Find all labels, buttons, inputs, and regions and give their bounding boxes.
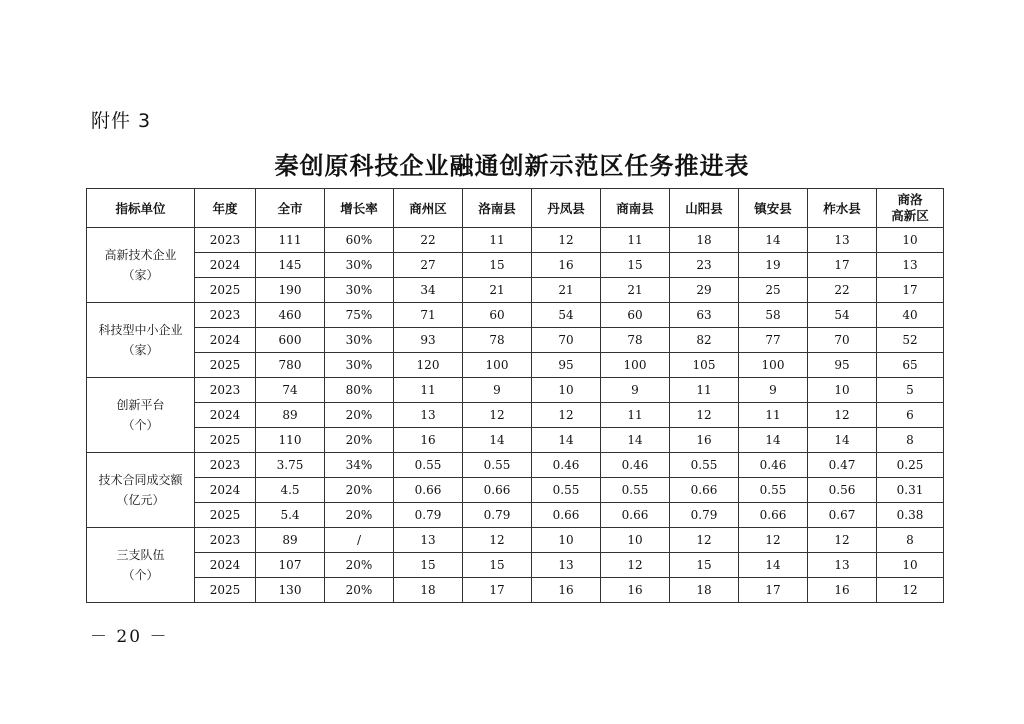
cell-zhashui: 16 — [808, 578, 877, 603]
cell-shangzhou: 13 — [394, 528, 463, 553]
cell-shangnan: 12 — [601, 553, 670, 578]
table-row — [87, 228, 944, 253]
header-danfeng: 丹凤县 — [532, 189, 601, 228]
cell-hightech-zone: 5 — [877, 378, 944, 403]
cell-year: 2023 — [195, 378, 256, 403]
cell-danfeng: 14 — [532, 428, 601, 453]
cell-growth-rate: 30% — [325, 353, 394, 378]
cell-city-total: 3.75 — [256, 453, 325, 478]
cell-shangnan: 100 — [601, 353, 670, 378]
indicator-label — [87, 453, 195, 528]
header-year: 年度 — [195, 189, 256, 228]
cell-shangzhou: 18 — [394, 578, 463, 603]
cell-shangzhou: 0.55 — [394, 453, 463, 478]
cell-danfeng: 12 — [532, 403, 601, 428]
cell-danfeng: 10 — [532, 378, 601, 403]
cell-danfeng: 10 — [532, 528, 601, 553]
cell-zhashui: 17 — [808, 253, 877, 278]
cell-city-total: 460 — [256, 303, 325, 328]
cell-luonan: 100 — [463, 353, 532, 378]
indicator-label-line: （家） — [122, 343, 159, 357]
cell-hightech-zone: 0.38 — [877, 503, 944, 528]
table-row — [87, 328, 944, 353]
cell-luonan: 15 — [463, 253, 532, 278]
cell-city-total: 5.4 — [256, 503, 325, 528]
header-indicator: 指标单位 — [87, 189, 195, 228]
cell-shanyang: 11 — [670, 378, 739, 403]
cell-growth-rate: 75% — [325, 303, 394, 328]
cell-year: 2023 — [195, 528, 256, 553]
cell-luonan: 11 — [463, 228, 532, 253]
cell-danfeng: 95 — [532, 353, 601, 378]
cell-zhashui: 70 — [808, 328, 877, 353]
cell-danfeng: 54 — [532, 303, 601, 328]
cell-growth-rate: 30% — [325, 278, 394, 303]
cell-zhenan: 12 — [739, 528, 808, 553]
cell-danfeng: 13 — [532, 553, 601, 578]
cell-city-total: 111 — [256, 228, 325, 253]
cell-shangzhou: 0.79 — [394, 503, 463, 528]
cell-zhenan: 9 — [739, 378, 808, 403]
cell-shangzhou: 15 — [394, 553, 463, 578]
cell-danfeng: 70 — [532, 328, 601, 353]
cell-year: 2025 — [195, 353, 256, 378]
cell-danfeng: 0.66 — [532, 503, 601, 528]
cell-danfeng: 12 — [532, 228, 601, 253]
cell-zhenan: 11 — [739, 403, 808, 428]
cell-city-total: 89 — [256, 528, 325, 553]
cell-luonan: 0.55 — [463, 453, 532, 478]
cell-luonan: 15 — [463, 553, 532, 578]
cell-shangzhou: 34 — [394, 278, 463, 303]
header-hightech-zone-line1: 商洛 — [897, 192, 923, 207]
cell-year: 2024 — [195, 553, 256, 578]
cell-hightech-zone: 40 — [877, 303, 944, 328]
cell-shanyang: 0.79 — [670, 503, 739, 528]
cell-shangnan: 10 — [601, 528, 670, 553]
indicator-label — [87, 303, 195, 378]
cell-year: 2023 — [195, 453, 256, 478]
cell-shangzhou: 120 — [394, 353, 463, 378]
cell-shangzhou: 11 — [394, 378, 463, 403]
header-shangzhou: 商州区 — [394, 189, 463, 228]
cell-luonan: 78 — [463, 328, 532, 353]
indicator-label-line: 技术合同成交额 — [98, 473, 183, 487]
cell-shangzhou: 93 — [394, 328, 463, 353]
cell-luonan: 14 — [463, 428, 532, 453]
cell-shanyang: 0.66 — [670, 478, 739, 503]
cell-zhashui: 14 — [808, 428, 877, 453]
cell-year: 2023 — [195, 303, 256, 328]
cell-year: 2025 — [195, 503, 256, 528]
cell-year: 2024 — [195, 403, 256, 428]
page-number: － 20 － — [90, 627, 169, 647]
table-row — [87, 253, 944, 278]
cell-zhenan: 77 — [739, 328, 808, 353]
cell-shangzhou: 13 — [394, 403, 463, 428]
indicator-label-line: 科技型中小企业 — [98, 323, 183, 337]
cell-shangnan: 14 — [601, 428, 670, 453]
cell-zhashui: 13 — [808, 553, 877, 578]
cell-hightech-zone: 10 — [877, 228, 944, 253]
cell-growth-rate: 20% — [325, 553, 394, 578]
cell-hightech-zone: 52 — [877, 328, 944, 353]
cell-danfeng: 0.55 — [532, 478, 601, 503]
indicator-label-line: （个） — [122, 418, 159, 432]
cell-city-total: 780 — [256, 353, 325, 378]
cell-zhenan: 58 — [739, 303, 808, 328]
cell-hightech-zone: 12 — [877, 578, 944, 603]
table-row — [87, 303, 944, 328]
cell-zhenan: 17 — [739, 578, 808, 603]
cell-year: 2024 — [195, 478, 256, 503]
table-row — [87, 553, 944, 578]
cell-shangnan: 0.66 — [601, 503, 670, 528]
header-shangnan: 商南县 — [601, 189, 670, 228]
cell-shanyang: 82 — [670, 328, 739, 353]
cell-city-total: 89 — [256, 403, 325, 428]
cell-city-total: 130 — [256, 578, 325, 603]
cell-city-total: 107 — [256, 553, 325, 578]
cell-shangnan: 16 — [601, 578, 670, 603]
indicator-label — [87, 378, 195, 453]
table-row — [87, 453, 944, 478]
cell-luonan: 12 — [463, 528, 532, 553]
cell-shangzhou: 0.66 — [394, 478, 463, 503]
table-body — [87, 228, 944, 603]
table-row — [87, 528, 944, 553]
cell-growth-rate: 20% — [325, 403, 394, 428]
cell-shangnan: 0.55 — [601, 478, 670, 503]
indicator-label — [87, 228, 195, 303]
cell-luonan: 17 — [463, 578, 532, 603]
cell-growth-rate: 20% — [325, 478, 394, 503]
header-hightech-zone — [877, 189, 944, 228]
cell-shanyang: 105 — [670, 353, 739, 378]
cell-growth-rate: 80% — [325, 378, 394, 403]
cell-zhashui: 0.67 — [808, 503, 877, 528]
cell-growth-rate: 20% — [325, 578, 394, 603]
table-row — [87, 353, 944, 378]
cell-shangzhou: 71 — [394, 303, 463, 328]
cell-zhashui: 95 — [808, 353, 877, 378]
cell-growth-rate: 30% — [325, 253, 394, 278]
cell-shanyang: 18 — [670, 228, 739, 253]
cell-shanyang: 15 — [670, 553, 739, 578]
indicator-label-line: （家） — [122, 268, 159, 282]
cell-year: 2023 — [195, 228, 256, 253]
cell-shanyang: 18 — [670, 578, 739, 603]
cell-zhenan: 0.66 — [739, 503, 808, 528]
indicator-label-line: 创新平台 — [116, 398, 165, 412]
cell-luonan: 0.79 — [463, 503, 532, 528]
cell-shanyang: 12 — [670, 528, 739, 553]
cell-shangzhou: 16 — [394, 428, 463, 453]
cell-shangzhou: 27 — [394, 253, 463, 278]
cell-zhashui: 0.47 — [808, 453, 877, 478]
indicator-label-line: 高新技术企业 — [104, 248, 177, 262]
cell-hightech-zone: 0.25 — [877, 453, 944, 478]
cell-hightech-zone: 0.31 — [877, 478, 944, 503]
cell-hightech-zone: 17 — [877, 278, 944, 303]
indicator-label-line: （个） — [122, 568, 159, 582]
table-row — [87, 503, 944, 528]
cell-shangnan: 9 — [601, 378, 670, 403]
cell-luonan: 12 — [463, 403, 532, 428]
cell-shangnan: 11 — [601, 403, 670, 428]
indicator-label-line: 三支队伍 — [116, 548, 165, 562]
indicator-label-line: （亿元） — [116, 493, 165, 507]
cell-danfeng: 0.46 — [532, 453, 601, 478]
cell-shanyang: 23 — [670, 253, 739, 278]
cell-zhenan: 0.55 — [739, 478, 808, 503]
cell-city-total: 74 — [256, 378, 325, 403]
cell-luonan: 9 — [463, 378, 532, 403]
cell-year: 2025 — [195, 578, 256, 603]
table-row — [87, 278, 944, 303]
cell-hightech-zone: 8 — [877, 428, 944, 453]
cell-zhenan: 19 — [739, 253, 808, 278]
cell-city-total: 110 — [256, 428, 325, 453]
cell-shangzhou: 22 — [394, 228, 463, 253]
cell-zhashui: 54 — [808, 303, 877, 328]
header-shanyang: 山阳县 — [670, 189, 739, 228]
cell-zhenan: 0.46 — [739, 453, 808, 478]
header-hightech-zone-line2: 高新区 — [891, 208, 929, 223]
cell-shanyang: 29 — [670, 278, 739, 303]
cell-growth-rate: 30% — [325, 328, 394, 353]
cell-zhashui: 10 — [808, 378, 877, 403]
document-title: 秦创原科技企业融通创新示范区任务推进表 — [274, 152, 750, 180]
cell-growth-rate: 34% — [325, 453, 394, 478]
cell-year: 2024 — [195, 253, 256, 278]
table-row — [87, 478, 944, 503]
cell-shanyang: 63 — [670, 303, 739, 328]
cell-city-total: 190 — [256, 278, 325, 303]
cell-city-total: 4.5 — [256, 478, 325, 503]
cell-hightech-zone: 8 — [877, 528, 944, 553]
header-zhashui: 柞水县 — [808, 189, 877, 228]
cell-shangnan: 15 — [601, 253, 670, 278]
attachment-label: 附件 3 — [91, 110, 152, 132]
indicator-label — [87, 528, 195, 603]
cell-danfeng: 16 — [532, 578, 601, 603]
cell-shanyang: 16 — [670, 428, 739, 453]
cell-shanyang: 12 — [670, 403, 739, 428]
cell-zhenan: 100 — [739, 353, 808, 378]
cell-shangnan: 21 — [601, 278, 670, 303]
cell-year: 2025 — [195, 278, 256, 303]
cell-growth-rate: / — [325, 528, 394, 553]
cell-hightech-zone: 65 — [877, 353, 944, 378]
cell-zhenan: 14 — [739, 228, 808, 253]
cell-year: 2025 — [195, 428, 256, 453]
table-row — [87, 428, 944, 453]
cell-zhenan: 14 — [739, 553, 808, 578]
cell-shangnan: 11 — [601, 228, 670, 253]
cell-shanyang: 0.55 — [670, 453, 739, 478]
header-luonan: 洛南县 — [463, 189, 532, 228]
cell-hightech-zone: 13 — [877, 253, 944, 278]
cell-city-total: 600 — [256, 328, 325, 353]
cell-zhashui: 0.56 — [808, 478, 877, 503]
cell-zhashui: 13 — [808, 228, 877, 253]
table-header-row — [87, 189, 944, 228]
cell-growth-rate: 20% — [325, 503, 394, 528]
cell-shangnan: 60 — [601, 303, 670, 328]
cell-growth-rate: 20% — [325, 428, 394, 453]
table-row — [87, 403, 944, 428]
cell-zhashui: 22 — [808, 278, 877, 303]
header-zhenan: 镇安县 — [739, 189, 808, 228]
cell-danfeng: 21 — [532, 278, 601, 303]
cell-zhenan: 14 — [739, 428, 808, 453]
cell-shangnan: 0.46 — [601, 453, 670, 478]
cell-shangnan: 78 — [601, 328, 670, 353]
cell-luonan: 21 — [463, 278, 532, 303]
cell-zhenan: 25 — [739, 278, 808, 303]
table-row — [87, 578, 944, 603]
cell-danfeng: 16 — [532, 253, 601, 278]
header-city-total: 全市 — [256, 189, 325, 228]
table-row — [87, 378, 944, 403]
task-progress-table — [86, 188, 944, 603]
cell-city-total: 145 — [256, 253, 325, 278]
cell-zhashui: 12 — [808, 403, 877, 428]
cell-luonan: 60 — [463, 303, 532, 328]
cell-growth-rate: 60% — [325, 228, 394, 253]
cell-hightech-zone: 6 — [877, 403, 944, 428]
cell-year: 2024 — [195, 328, 256, 353]
cell-hightech-zone: 10 — [877, 553, 944, 578]
cell-luonan: 0.66 — [463, 478, 532, 503]
header-growth-rate: 增长率 — [325, 189, 394, 228]
cell-zhashui: 12 — [808, 528, 877, 553]
